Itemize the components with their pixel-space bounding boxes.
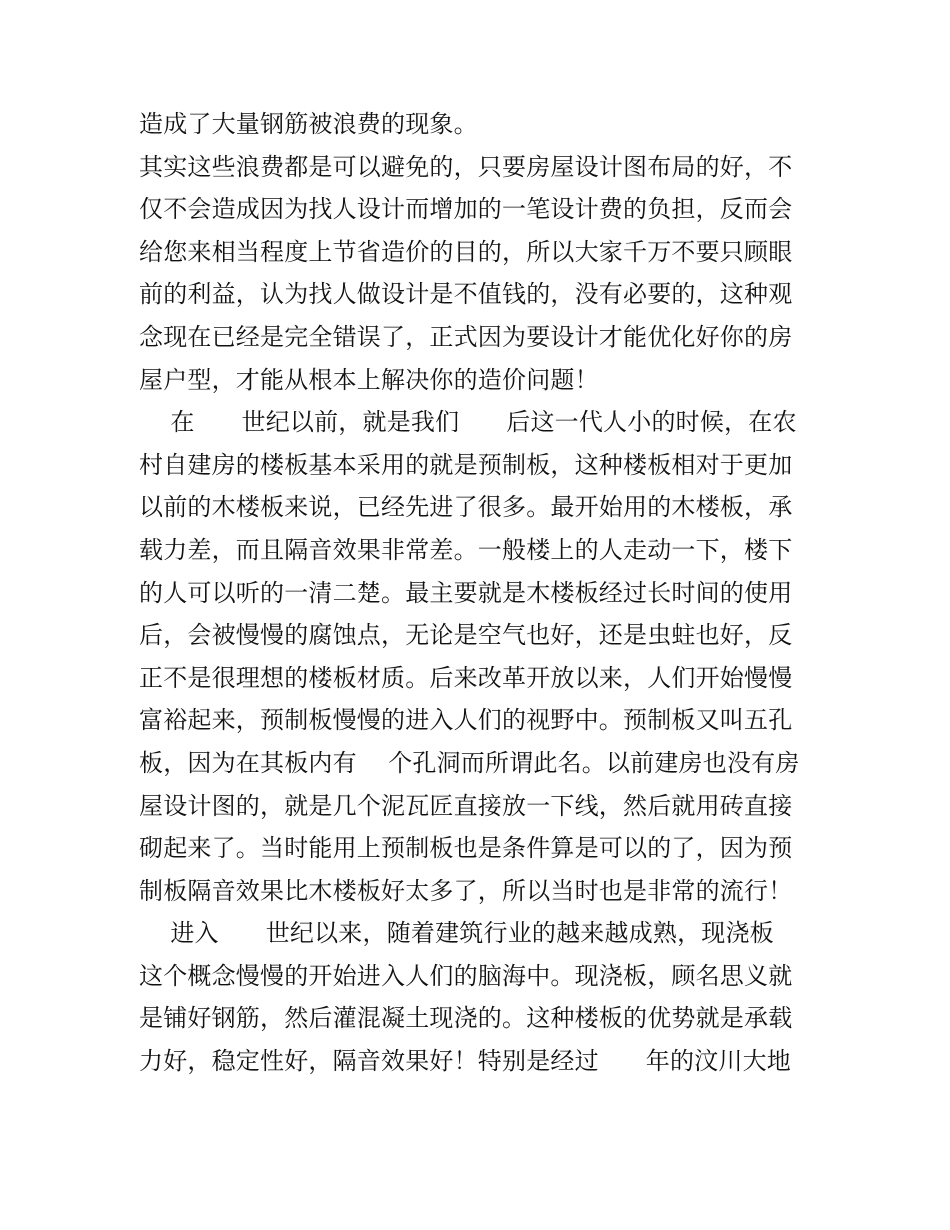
text-line: 前的利益，认为找人做设计是不值钱的，没有必要的，这种观: [139, 280, 793, 309]
text-line: 念现在已经是完全错误了，正式因为要设计才能优化好你的房: [139, 322, 793, 351]
text-line: 的人可以听的一清二楚。最主要就是木楼板经过长时间的使用: [139, 578, 793, 607]
text-line: 在 世纪以前，就是我们 后这一代人小的时候，在农: [139, 408, 797, 437]
body-text: [139, 103, 819, 1083]
text-line: 板，因为在其板内有 个孔洞而所谓此名。以前建房也没有房: [139, 748, 800, 777]
text-line: 正不是很理想的楼板材质。后来改革开放以来，人们开始慢慢: [139, 663, 793, 692]
text-line: 载力差，而且隔音效果非常差。一般楼上的人走动一下，楼下: [139, 535, 793, 564]
text-line: 给您来相当程度上节省造价的目的，所以大家千万不要只顾眼: [139, 237, 793, 266]
text-line: 仅不会造成因为找人设计而增加的一笔设计费的负担，反而会: [139, 195, 793, 224]
text-line: 村自建房的楼板基本采用的就是预制板，这种楼板相对于更加: [139, 450, 793, 479]
text-line: 屋设计图的，就是几个泥瓦匠直接放一下线，然后就用砖直接: [139, 791, 793, 820]
text-line: 砌起来了。当时能用上预制板也是条件算是可以的了，因为预: [139, 834, 793, 863]
text-line: 制板隔音效果比木楼板好太多了，所以当时也是非常的流行！: [139, 876, 793, 905]
text-line: 造成了大量钢筋被浪费的现象。: [139, 110, 478, 138]
text-line: 屋户型，才能从根本上解决你的造价问题！: [139, 365, 599, 394]
text-line: 以前的木楼板来说，已经先进了很多。最开始用的木楼板，承: [139, 493, 793, 522]
text-line: 富裕起来，预制板慢慢的进入人们的视野中。预制板又叫五孔: [139, 706, 793, 735]
text-line: 是铺好钢筋，然后灌混凝土现浇的。这种楼板的优势就是承载: [139, 1004, 793, 1033]
text-line: 其实这些浪费都是可以避免的，只要房屋设计图布局的好，不: [139, 152, 793, 181]
text-line: 进入 世纪以来，随着建筑行业的越来越成熟，现浇板: [139, 919, 774, 948]
text-line: 这个概念慢慢的开始进入人们的脑海中。现浇板，顾名思义就: [139, 961, 793, 990]
text-line: 后，会被慢慢的腐蚀点，无论是空气也好，还是虫蛀也好，反: [139, 621, 793, 650]
text-line: 力好，稳定性好，隔音效果好！特别是经过 年的汶川大地: [139, 1047, 791, 1076]
